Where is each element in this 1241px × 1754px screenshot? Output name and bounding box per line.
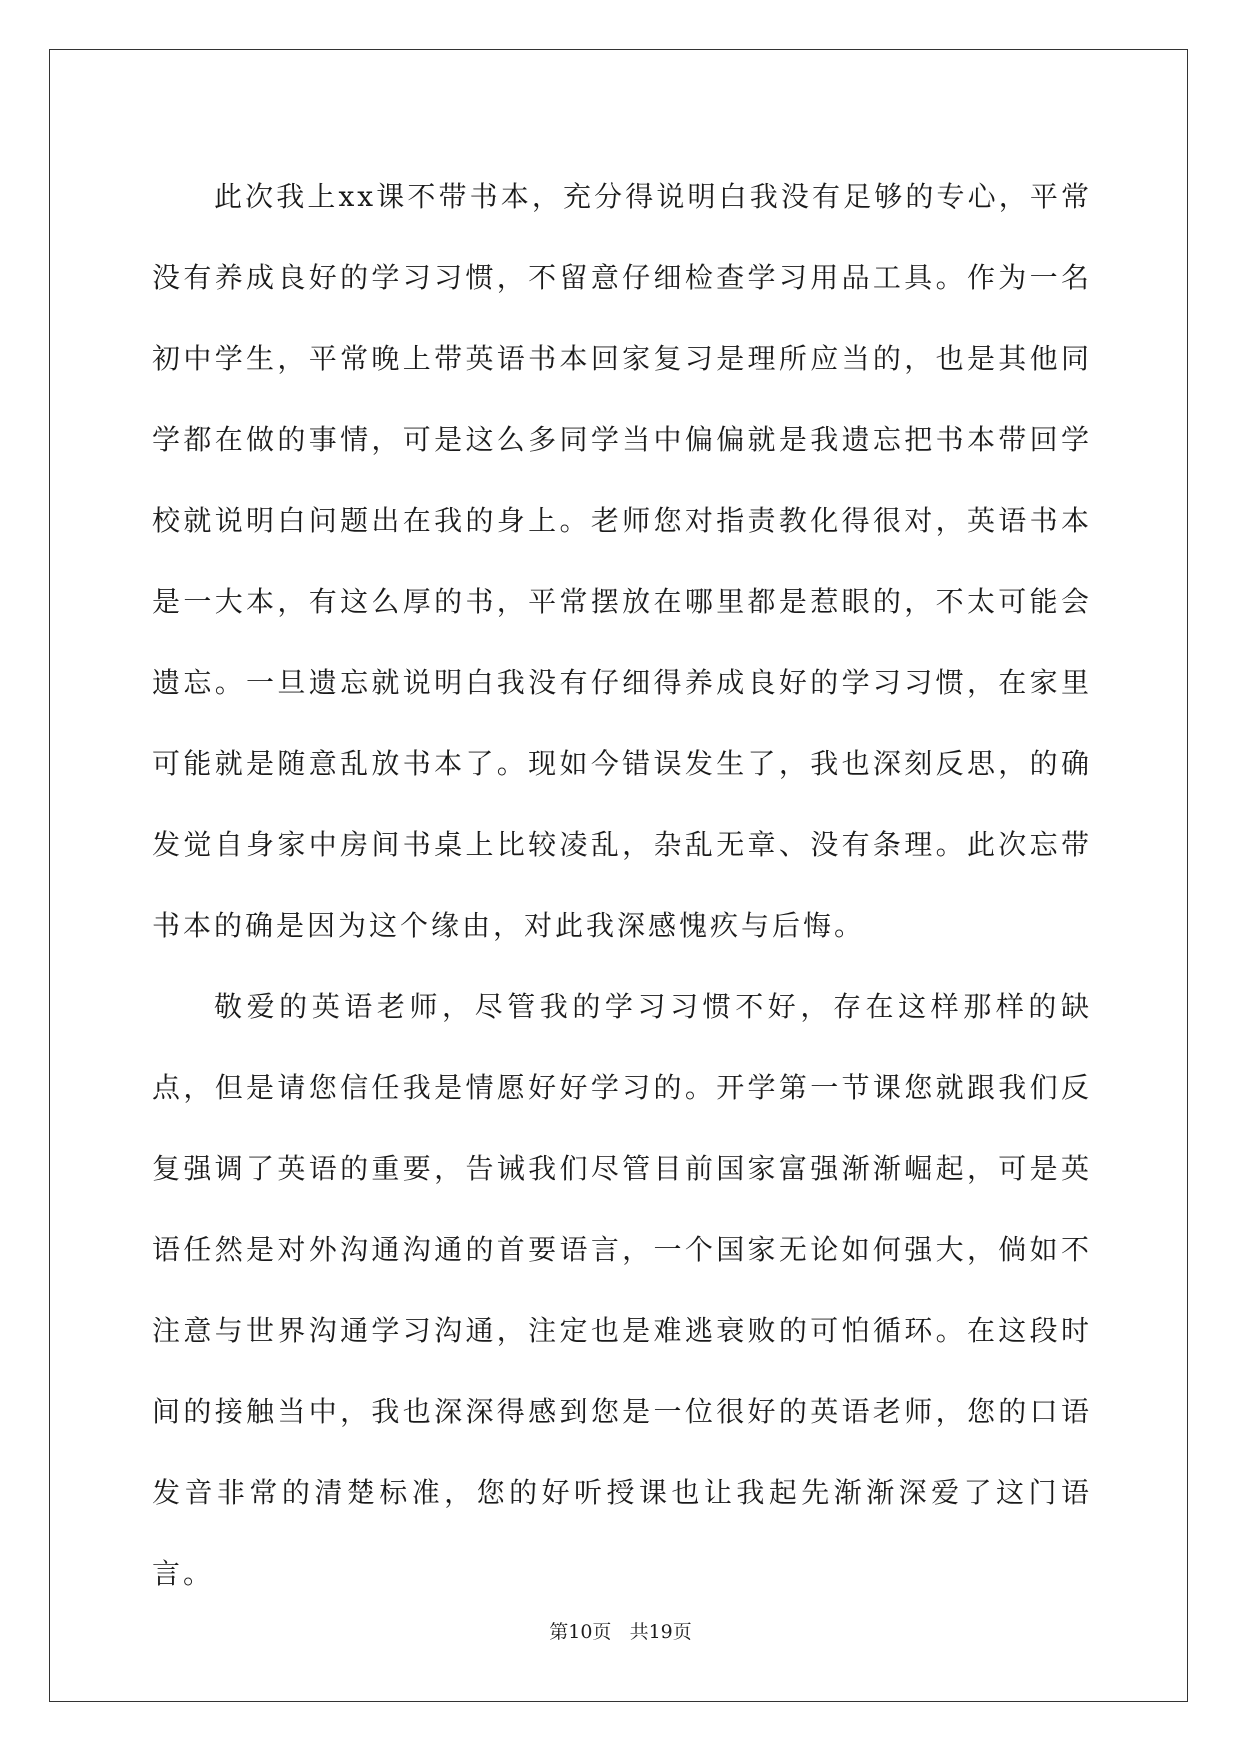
footer-spacer	[611, 1621, 629, 1643]
document-body	[152, 156, 1092, 1614]
paragraph-2: 敬爱的英语老师，尽管我的学习习惯不好，存在这样那样的缺点，但是请您信任我是情愿好好学习的。开学第一节课您就跟我们反复强调了英语的重要，告诫我们尽管目前国家富强渐渐崛起，可是英语任然是对外沟通沟通的首要语言，一个国家无论如何强大，倘如不注意与世界沟通学习沟通，注定也是难逃衰败的可怕循环。在这段时间的接触当中，我也深深得感到您是一位很好的英语老师，您的口语发音非常的清楚标准，您的好听授课也让我起先渐渐深爱了这门语言。	[152, 990, 1092, 1590]
paragraph-1: 此次我上xx课不带书本，充分得说明白我没有足够的专心，平常没有养成良好的学习习惯，不留意仔细检查学习用品工具。作为一名初中学生，平常晚上带英语书本回家复习是理所应当的，也是其他同学都在做的事情，可是这么多同学当中偏偏就是我遗忘把书本带回学校就说明白问题出在我的身上。老师您对指责教化得很对，英语书本是一大本，有这么厚的书，平常摆放在哪里都是惹眼的，不太可能会遗忘。一旦遗忘就说明白我没有仔细得养成良好的学习习惯，在家里可能就是随意乱放书本了。现如今错误发生了，我也深刻反思，的确发觉自身家中房间书桌上比较凌乱，杂乱无章、没有条理。此次忘带书本的确是因为这个缘由，对此我深感愧疚与后悔。	[152, 180, 1092, 942]
page-number: 第10页	[549, 1621, 612, 1643]
page-footer	[0, 1617, 1241, 1644]
page-total: 共19页	[629, 1621, 692, 1643]
